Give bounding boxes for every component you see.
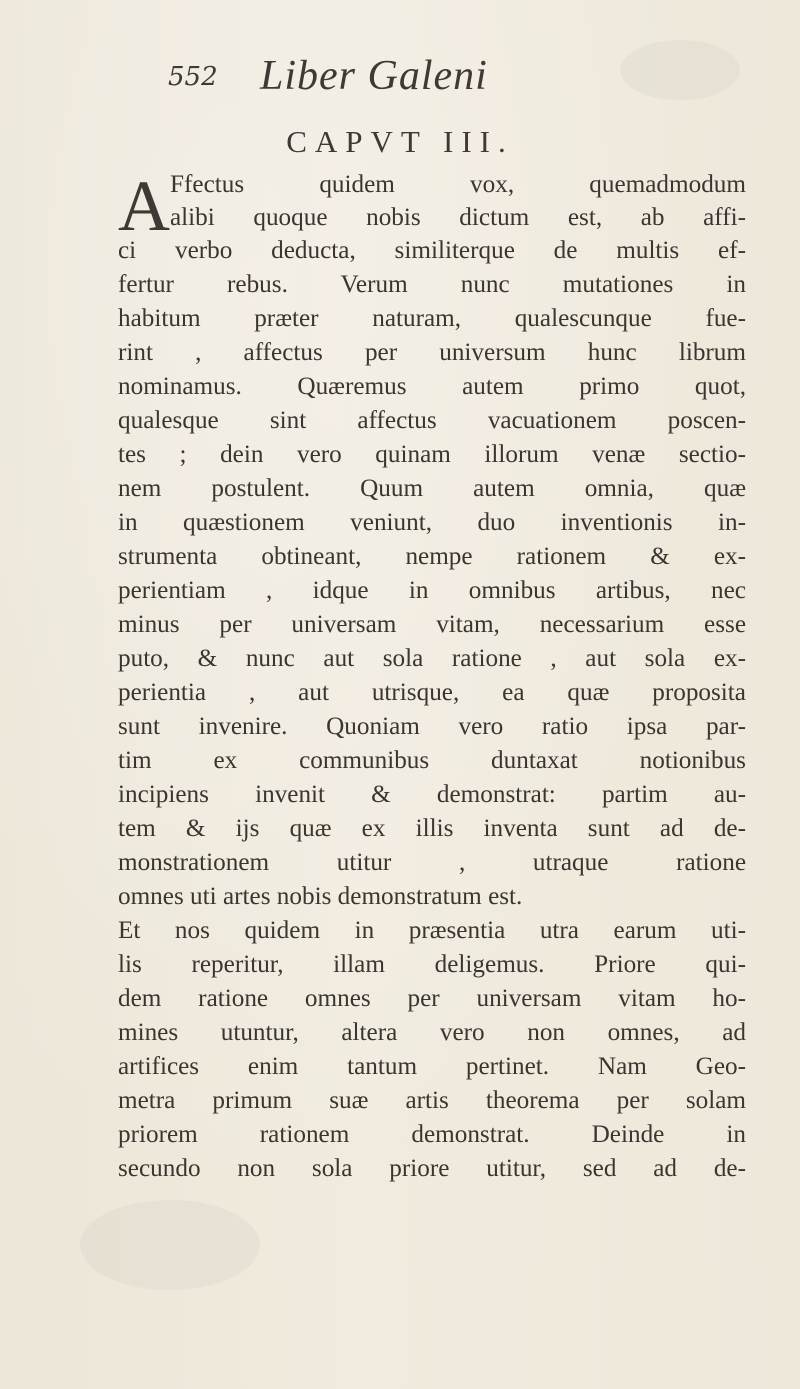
text-line: omnes uti artes nobis demonstratum est. [118,883,523,910]
text-line: Ffectus quidem vox, quemadmodum [170,171,746,198]
text-line: in quæstionem veniunt, duo inventionis in- [118,509,746,536]
text-line: alibi quoque nobis dictum est, ab affi- [170,204,746,231]
text-line: fertur rebus. Verum nunc mutationes in [118,271,746,298]
text-line: perientia , aut utrisque, ea quæ proposita [118,679,746,706]
text-line: monstrationem utitur , utraque ratione [118,849,746,876]
text-line: priorem rationem demonstrat. Deinde in [118,1121,746,1148]
text-line: tem & ijs quæ ex illis inventa sunt ad de- [118,815,746,842]
text-line: tim ex communibus duntaxat notionibus [118,747,746,774]
body-text [118,166,746,1290]
page-header [168,52,628,100]
text-line: incipiens invenit & demonstrat: partim au- [118,781,746,808]
text-line: dem ratione omnes per universam vitam ho- [118,985,746,1012]
text-line: lis reperitur, illam deligemus. Priore qui- [118,951,746,978]
text-line: artifices enim tantum pertinet. Nam Geo- [118,1053,746,1080]
page-number: 552 [168,62,218,92]
text-line: strumenta obtineant, nempe rationem & ex- [118,543,746,570]
text-line: metra primum suæ artis theorema per solam [118,1087,746,1114]
text-line: nominamus. Quæremus autem primo quot, [118,373,746,400]
text-line: Et nos quidem in præsentia utra earum uti- [118,917,746,944]
text-line: habitum præter naturam, qualescunque fue- [118,305,746,332]
paper-stain [620,40,740,100]
text-line: tes ; dein vero quinam illorum venæ sectio- [118,441,746,468]
text-line: qualesque sint affectus vacuationem poscen- [118,407,746,434]
text-line: ci verbo deducta, similiterque de multis ef- [118,237,746,264]
text-line: perientiam , idque in omnibus artibus, nec [118,577,746,604]
text-line: secundo non sola priore utitur, sed ad de- [118,1155,746,1182]
running-title: Liber Galeni [260,53,488,99]
text-line: puto, & nunc aut sola ratione , aut sola ex- [118,645,746,672]
chapter-heading: CAPVT III. [286,124,514,159]
text-line: mines utuntur, altera vero non omnes, ad [118,1019,746,1046]
text-line: rint , affectus per universum hunc librum [118,339,746,366]
drop-cap: A [118,166,170,246]
text-line: minus per universam vitam, necessarium esse [118,611,746,638]
text-line: sunt invenire. Quoniam vero ratio ipsa par- [118,713,746,740]
text-line: nem postulent. Quum autem omnia, quæ [118,475,746,502]
